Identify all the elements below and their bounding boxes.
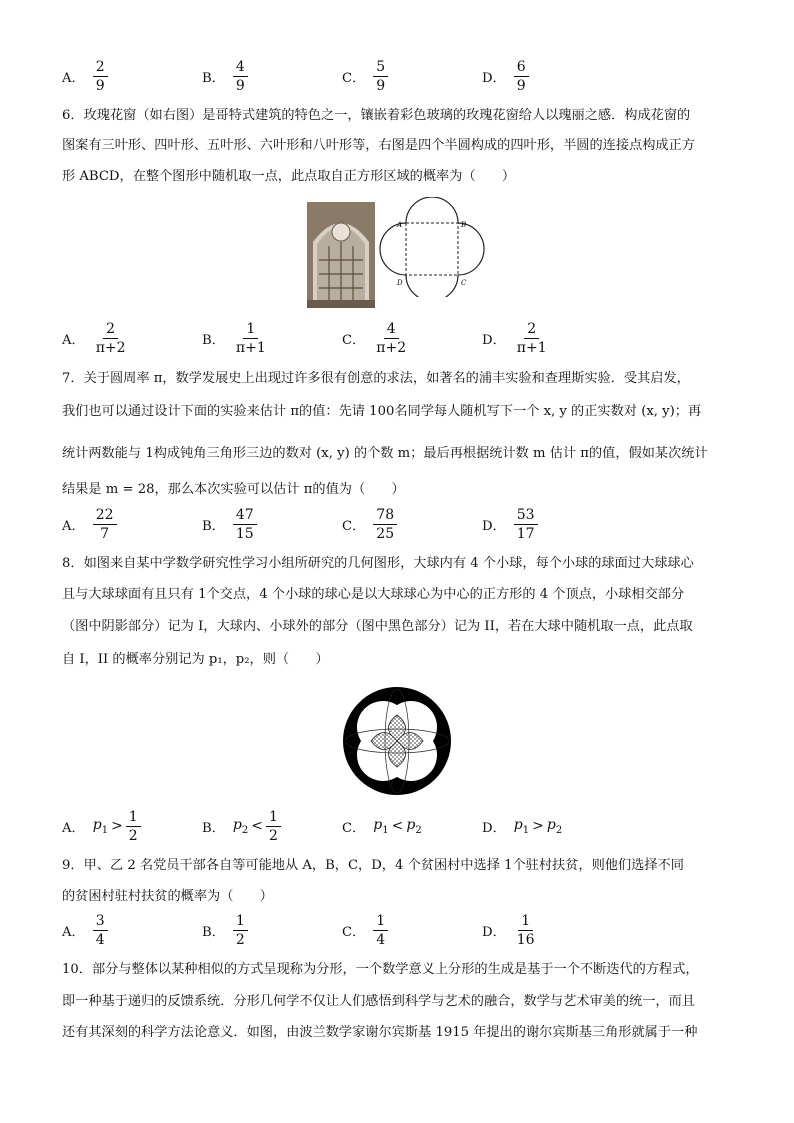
q9-option-c[interactable]: [342, 910, 388, 950]
q5-option-a[interactable]: [62, 56, 108, 96]
q7-option-a[interactable]: [62, 504, 117, 544]
q8-text-line: 且与大球球面有且只有 1个交点，4 个小球的球心是以大球球心为中心的正方形的 4 个顶点，小球相交部分: [62, 587, 685, 602]
q7-option-d[interactable]: [482, 504, 538, 544]
q6-text-line: 6．玫瑰花窗（如右图）是哥特式建筑的特色之一，镶嵌着彩色玻璃的玫瑰花窗给人以瑰丽之感．构成花窗的: [62, 108, 691, 123]
fraction: $\frac{6}{9}$: [514, 59, 529, 94]
q5-options: [62, 56, 742, 96]
q8-option-d[interactable]: [482, 806, 562, 846]
option-label: A．: [62, 518, 85, 534]
option-label: B．: [202, 332, 225, 348]
option-label: D．: [482, 70, 506, 86]
q7-option-c[interactable]: [342, 504, 397, 544]
q7-text-line: 结果是 m = 28，那么本次实验可以估计 π的值为（ ）: [62, 482, 405, 497]
q8-text-line: 8．如图来自某中学数学研究性学习小组所研究的几何图形，大球内有 4 个小球，每个小球的球面过大球球心: [62, 556, 694, 571]
option-label: B．: [202, 924, 225, 940]
q6-text-line: 形 ABCD，在整个图形中随机取一点，此点取自正方形区域的概率为（ ）: [62, 169, 516, 184]
option-label: D．: [482, 332, 506, 348]
q8-option-b[interactable]: [202, 806, 281, 846]
option-label: C．: [342, 518, 366, 534]
fraction: $\frac{2}{9}$: [93, 59, 108, 94]
four-leaf-figure: [377, 197, 489, 297]
fraction: $\frac{47}{15}$: [233, 507, 257, 542]
inequality: $p_1$ > $\frac{1}{2}$: [93, 809, 141, 844]
option-label: B．: [202, 70, 225, 86]
fraction: $\frac{3}{4}$: [93, 913, 108, 948]
q9-text-line: 的贫困村驻村扶贫的概率为（ ）: [62, 889, 273, 904]
q6-option-b[interactable]: [202, 318, 269, 358]
label-d: D: [397, 279, 403, 287]
fraction: $\frac{5}{9}$: [373, 59, 388, 94]
fraction: $\frac{1}{16}$: [516, 912, 535, 948]
fraction: $\frac{2}{\pi+2}$: [95, 320, 126, 356]
fraction: $\frac{78}{25}$: [373, 507, 397, 542]
q7-text-line: 我们也可以通过设计下面的实验来估计 π的值：先请 100名同学每人随机写下一个 x, y 的正实数对 (x, y)；再: [62, 404, 702, 419]
q9-option-a[interactable]: [62, 910, 108, 950]
fraction: $\frac{22}{7}$: [93, 507, 117, 542]
q9-option-b[interactable]: [202, 910, 248, 950]
option-label: C．: [342, 332, 366, 348]
q8-option-a[interactable]: [62, 806, 141, 846]
inequality: $p_1$ < $p_2$: [373, 816, 422, 836]
option-label: A．: [62, 332, 85, 348]
label-c: C: [461, 279, 467, 287]
q6-text-line: 图案有三叶形、四叶形、五叶形、六叶形和八叶形等，右图是四个半圆构成的四叶形，半圆的连接点构成正方: [62, 138, 695, 153]
q6-option-c[interactable]: [342, 318, 409, 358]
q10-text-line: 还有其深刻的科学方法论意义．如图，由波兰数学家谢尔宾斯基 1915 年提出的谢尔宾斯基三角形就属于一种: [62, 1025, 698, 1040]
option-label: A．: [62, 924, 85, 940]
option-label: D．: [482, 518, 506, 534]
q6-option-d[interactable]: [482, 318, 550, 358]
q8-options: [62, 806, 742, 846]
option-label: C．: [342, 820, 366, 836]
q8-text-line: （图中阴影部分）记为 I，大球内、小球外的部分（图中黑色部分）记为 II，若在大球中随机取一点，此点取: [62, 619, 693, 634]
inequality: $p_1$ > $p_2$: [513, 816, 563, 836]
q5-option-d[interactable]: [482, 56, 529, 96]
q10-text-line: 即一种基于递归的反馈系统．分形几何学不仅让人们感悟到科学与艺术的融合，数学与艺术审美的统一，而且: [62, 994, 695, 1009]
q6-options: [62, 318, 742, 358]
fraction: $\frac{4}{9}$: [233, 59, 248, 94]
q7-text-line: 7．关于圆周率 π，数学发展史上出现过许多很有创意的求法，如著名的浦丰实验和查理斯实验．受其启发，: [62, 371, 690, 386]
spheres-figure: [342, 686, 452, 796]
fraction: $\frac{1}{2}$: [233, 913, 248, 948]
q8-option-c[interactable]: [342, 806, 422, 846]
fraction: $\frac{1}{4}$: [373, 913, 388, 948]
option-label: D．: [482, 924, 506, 940]
inequality: $p_2$ < $\frac{1}{2}$: [233, 809, 281, 844]
q5-option-b[interactable]: [202, 56, 248, 96]
rose-window-photo: [307, 202, 375, 308]
fraction: $\frac{4}{\pi+2}$: [376, 320, 407, 356]
fraction: $\frac{53}{17}$: [514, 507, 538, 542]
q9-option-d[interactable]: [482, 910, 538, 950]
option-label: D．: [482, 820, 506, 836]
q7-text-line: 统计两数能与 1构成钝角三角形三边的数对 (x, y) 的个数 m；最后再根据统计数 m 估计 π的值，假如某次统计: [62, 446, 708, 461]
option-label: C．: [342, 70, 366, 86]
q5-option-c[interactable]: [342, 56, 388, 96]
option-label: B．: [202, 820, 225, 836]
q6-option-a[interactable]: [62, 318, 129, 358]
label-b: B: [461, 221, 467, 229]
q9-text-line: 9．甲、乙 2 名党员干部各自等可能地从 A，B，C，D，4 个贫困村中选择 1个驻村扶贫，则他们选择不同: [62, 858, 684, 873]
q10-text-line: 10．部分与整体以某种相似的方式呈现称为分形，一个数学意义上分形的生成是基于一个不断迭代的方程式，: [62, 962, 699, 977]
q8-text-line: 自 I，II 的概率分别记为 p₁，p₂，则（ ）: [62, 652, 329, 667]
option-label: B．: [202, 518, 225, 534]
fraction: $\frac{2}{\pi+1}$: [516, 320, 547, 356]
q7-option-b[interactable]: [202, 504, 257, 544]
q9-options: [62, 910, 742, 950]
option-label: C．: [342, 924, 366, 940]
option-label: A．: [62, 820, 85, 836]
label-a: A: [397, 221, 403, 229]
fraction: $\frac{1}{\pi+1}$: [235, 320, 266, 356]
option-label: A．: [62, 70, 85, 86]
q7-options: [62, 504, 742, 544]
